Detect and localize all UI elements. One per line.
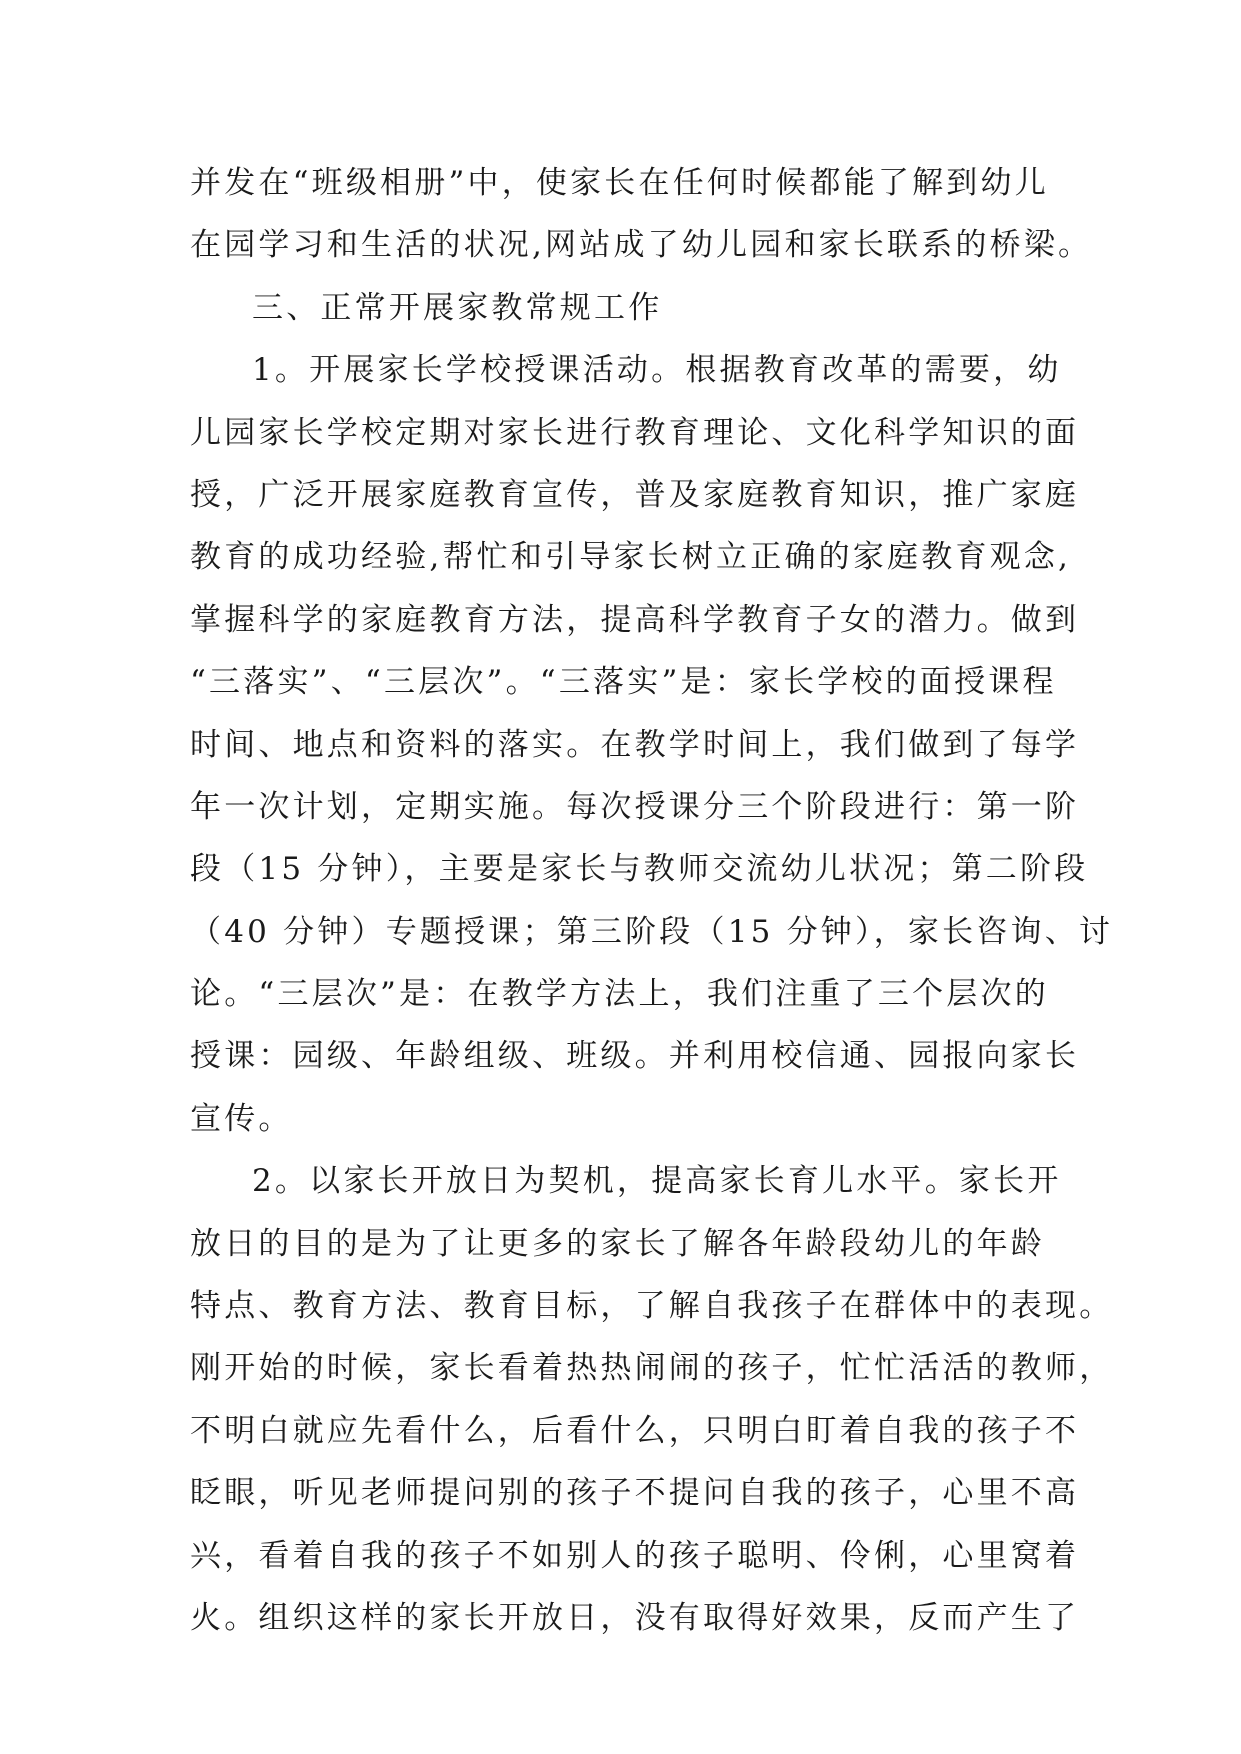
- text-line: 时间、地点和资料的落实。在教学时间上，我们做到了每学: [190, 726, 1080, 763]
- text-line: 年一次计划，定期实施。每次授课分三个阶段进行：第一阶: [190, 788, 1080, 825]
- body-text: [190, 152, 1114, 1649]
- text-line: 宣传。: [190, 1100, 293, 1137]
- text-line: 教育的成功经验,帮忙和引导家长树立正确的家庭教育观念,: [190, 539, 1072, 576]
- text-line: 在园学习和生活的状况,网站成了幼儿园和家长联系的桥梁。: [190, 227, 1093, 264]
- text-line: （40 分钟）专题授课；第三阶段（15 分钟），家长咨询、讨: [190, 913, 1114, 950]
- text-line: 并发在“班级相册”中，使家长在任何时候都能了解到幼儿: [190, 165, 1049, 201]
- text-line: 1。开展家长学校授课活动。根据教育改革的需要，幼: [252, 352, 1062, 389]
- text-line: “三落实”、“三层次”。“三落实”是：家长学校的面授课程: [190, 664, 1057, 701]
- text-line: 兴，看着自我的孩子不如别人的孩子聪明、伶俐，心里窝着: [190, 1537, 1080, 1574]
- text-line: 眨眼，听见老师提问别的孩子不提问自我的孩子，心里不高: [190, 1475, 1080, 1512]
- section-heading: 三、正常开展家教常规工作: [252, 289, 663, 326]
- text-line: 论。“三层次”是：在教学方法上，我们注重了三个层次的: [190, 976, 1049, 1013]
- text-line: 火。组织这样的家长开放日，没有取得好效果，反而产生了: [190, 1599, 1080, 1636]
- text-line: 儿园家长学校定期对家长进行教育理论、文化科学知识的面: [190, 414, 1080, 451]
- text-line: 2。以家长开放日为契机，提高家长育儿水平。家长开: [252, 1163, 1062, 1200]
- text-line: 放日的目的是为了让更多的家长了解各年龄段幼儿的年龄: [190, 1225, 1045, 1262]
- text-line: 特点、教育方法、教育目标，了解自我孩子在群体中的表现。: [190, 1288, 1114, 1325]
- text-line: 授课：园级、年龄组级、班级。并利用校信通、园报向家长: [190, 1038, 1080, 1075]
- text-line: 段（15 分钟），主要是家长与教师交流幼儿状况；第二阶段: [190, 851, 1089, 888]
- text-line: 授，广泛开展家庭教育宣传，普及家庭教育知识，推广家庭: [190, 476, 1080, 513]
- text-line: 不明白就应先看什么，后看什么，只明白盯着自我的孩子不: [190, 1412, 1080, 1449]
- text-line: 掌握科学的家庭教育方法，提高科学教育子女的潜力。做到: [190, 601, 1080, 638]
- text-line: 刚开始的时候，家长看着热热闹闹的孩子，忙忙活活的教师，: [190, 1350, 1114, 1387]
